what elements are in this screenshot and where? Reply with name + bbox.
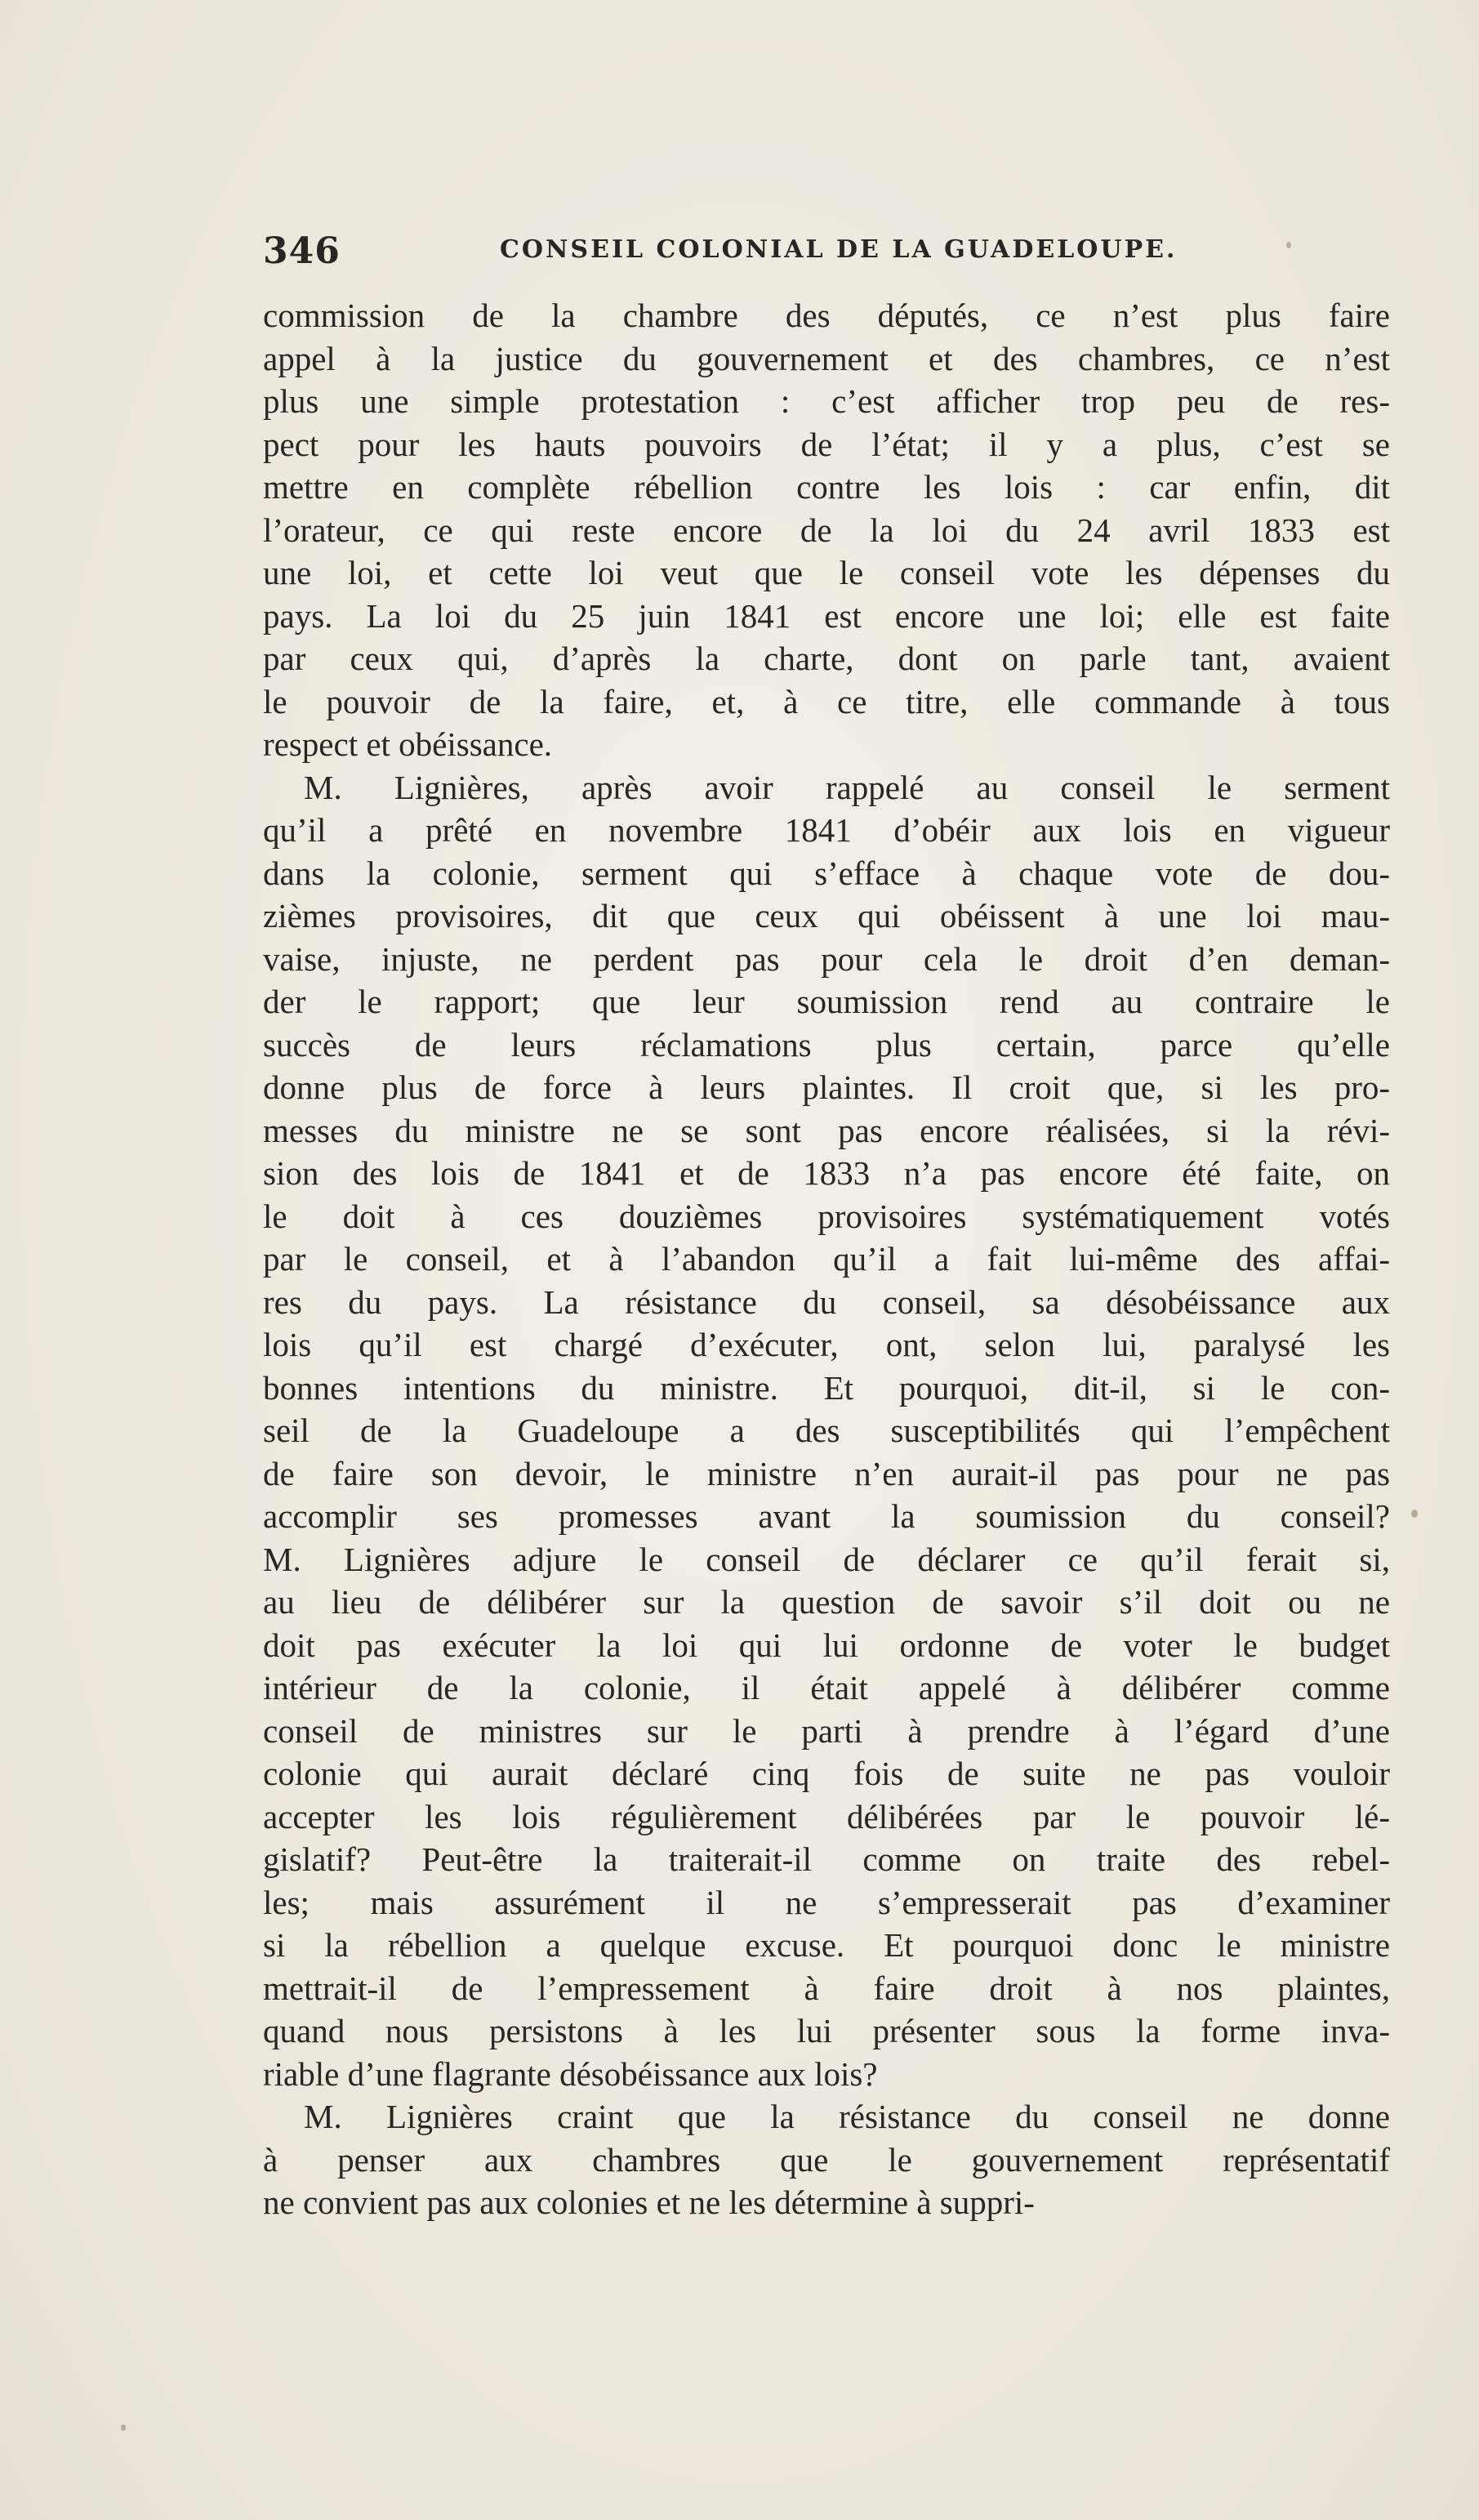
text-line: respect et obéissance. (263, 725, 553, 763)
text-line: res du pays. La résistance du conseil, sa désobéissance aux (263, 1282, 1390, 1321)
paper-speck (1411, 1510, 1418, 1518)
text-line: messes du ministre ne se sont pas encore réalisées, si la révi- (263, 1111, 1390, 1149)
text-line: une loi, et cette loi veut que le conseil vote les dépenses du (263, 554, 1390, 591)
text-line: quand nous persistons à les lui présenter sous la forme inva- (263, 2012, 1390, 2049)
text-line: mettre en complète rébellion contre les lois : car enfin, dit (263, 468, 1390, 506)
text-line: lois qu’il est chargé d’exécuter, ont, selon lui, paralysé les (263, 1326, 1390, 1363)
text-line: gislatif? Peut-être la traiterait-il comme on traite des rebel- (263, 1840, 1390, 1878)
paragraph (263, 766, 1390, 2096)
running-title: CONSEIL COLONIAL DE LA GUADELOUPE. (500, 235, 1178, 264)
text-line: colonie qui aurait déclaré cinq fois de suite ne pas vouloir (263, 1755, 1390, 1792)
text-line: M. Lignières, après avoir rappelé au conseil le serment (304, 768, 1390, 806)
text-line: si la rébellion a quelque excuse. Et pourquoi donc le ministre (263, 1926, 1390, 1964)
text-line: pect pour les hauts pouvoirs de l’état; il y a plus, c’est se (263, 425, 1390, 463)
text-line: qu’il a prêté en novembre 1841 d’obéir aux lois en vigueur (263, 811, 1390, 849)
text-line: seil de la Guadeloupe a des susceptibilités qui l’empêchent (263, 1412, 1390, 1449)
text-line: le doit à ces douzièmes provisoires systématiquement votés (263, 1197, 1390, 1235)
text-line: intérieur de la colonie, il était appelé à délibérer comme (263, 1669, 1390, 1706)
text-line: pays. La loi du 25 juin 1841 est encore une loi; elle est faite (263, 596, 1390, 635)
paper-speck (1286, 242, 1291, 248)
text-line: commission de la chambre des députés, ce n’est plus faire (263, 297, 1390, 334)
text-line: bonnes intentions du ministre. Et pourquoi, dit-il, si le con- (263, 1368, 1390, 1407)
page-number: 346 (263, 230, 341, 272)
text-line: donne plus de force à leurs plaintes. Il croit que, si les pro- (263, 1068, 1390, 1106)
text-line: accepter les lois régulièrement délibérées par le pouvoir lé- (263, 1797, 1390, 1835)
text-line: riable d’une flagrante désobéissance aux lois? (263, 2054, 878, 2093)
text-line: de faire son devoir, le ministre n’en aurait-il pas pour ne pas (263, 1454, 1390, 1492)
text-line: mettrait-il de l’empressement à faire droit à nos plaintes, (263, 1969, 1390, 2007)
text-line: au lieu de délibérer sur la question de savoir s’il doit ou ne (263, 1583, 1390, 1621)
paragraph (263, 2095, 1390, 2224)
text-line: ne convient pas aux colonies et ne les détermine à suppri- (263, 2183, 1035, 2221)
page-header (263, 230, 1406, 279)
text-line: le pouvoir de la faire, et, à ce titre, elle commande à tous (263, 682, 1390, 720)
text-line: conseil de ministres sur le parti à prendre à l’égard d’une (263, 1711, 1390, 1750)
text-line: les; mais assurément il ne s’empresserait pas d’examiner (263, 1883, 1390, 1921)
text-line: dans la colonie, serment qui s’efface à chaque vote de dou- (263, 854, 1390, 892)
paper-speck (121, 2424, 126, 2431)
text-line: doit pas exécuter la loi qui lui ordonne de voter le budget (263, 1626, 1390, 1664)
text-line: M. Lignières adjure le conseil de déclarer ce qu’il ferait si, (263, 1540, 1390, 1578)
text-line: M. Lignières craint que la résistance du conseil ne donne (304, 2098, 1390, 2135)
body-text (263, 294, 1390, 2224)
text-line: appel à la justice du gouvernement et des chambres, ce n’est (263, 339, 1390, 377)
text-line: vaise, injuste, ne perdent pas pour cela le droit d’en deman- (263, 939, 1390, 978)
text-line: par le conseil, et à l’abandon qu’il a fait lui-même des affai- (263, 1240, 1390, 1278)
text-line: succès de leurs réclamations plus certain, parce qu’elle (263, 1025, 1390, 1064)
paragraph (263, 294, 1390, 766)
text-line: à penser aux chambres que le gouvernement représentatif (263, 2140, 1390, 2179)
text-line: sion des lois de 1841 et de 1833 n’a pas encore été faite, on (263, 1154, 1390, 1192)
text-line: zièmes provisoires, dit que ceux qui obéissent à une loi mau- (263, 897, 1390, 934)
text-line: der le rapport; que leur soumission rend au contraire le (263, 983, 1390, 1020)
text-line: accomplir ses promesses avant la soumission du conseil? (263, 1497, 1390, 1535)
text-line: plus une simple protestation : c’est afficher trop peu de res- (263, 382, 1390, 420)
text-line: par ceux qui, d’après la charte, dont on parle tant, avaient (263, 640, 1390, 677)
text-line: l’orateur, ce qui reste encore de la loi du 24 avril 1833 est (263, 511, 1390, 549)
